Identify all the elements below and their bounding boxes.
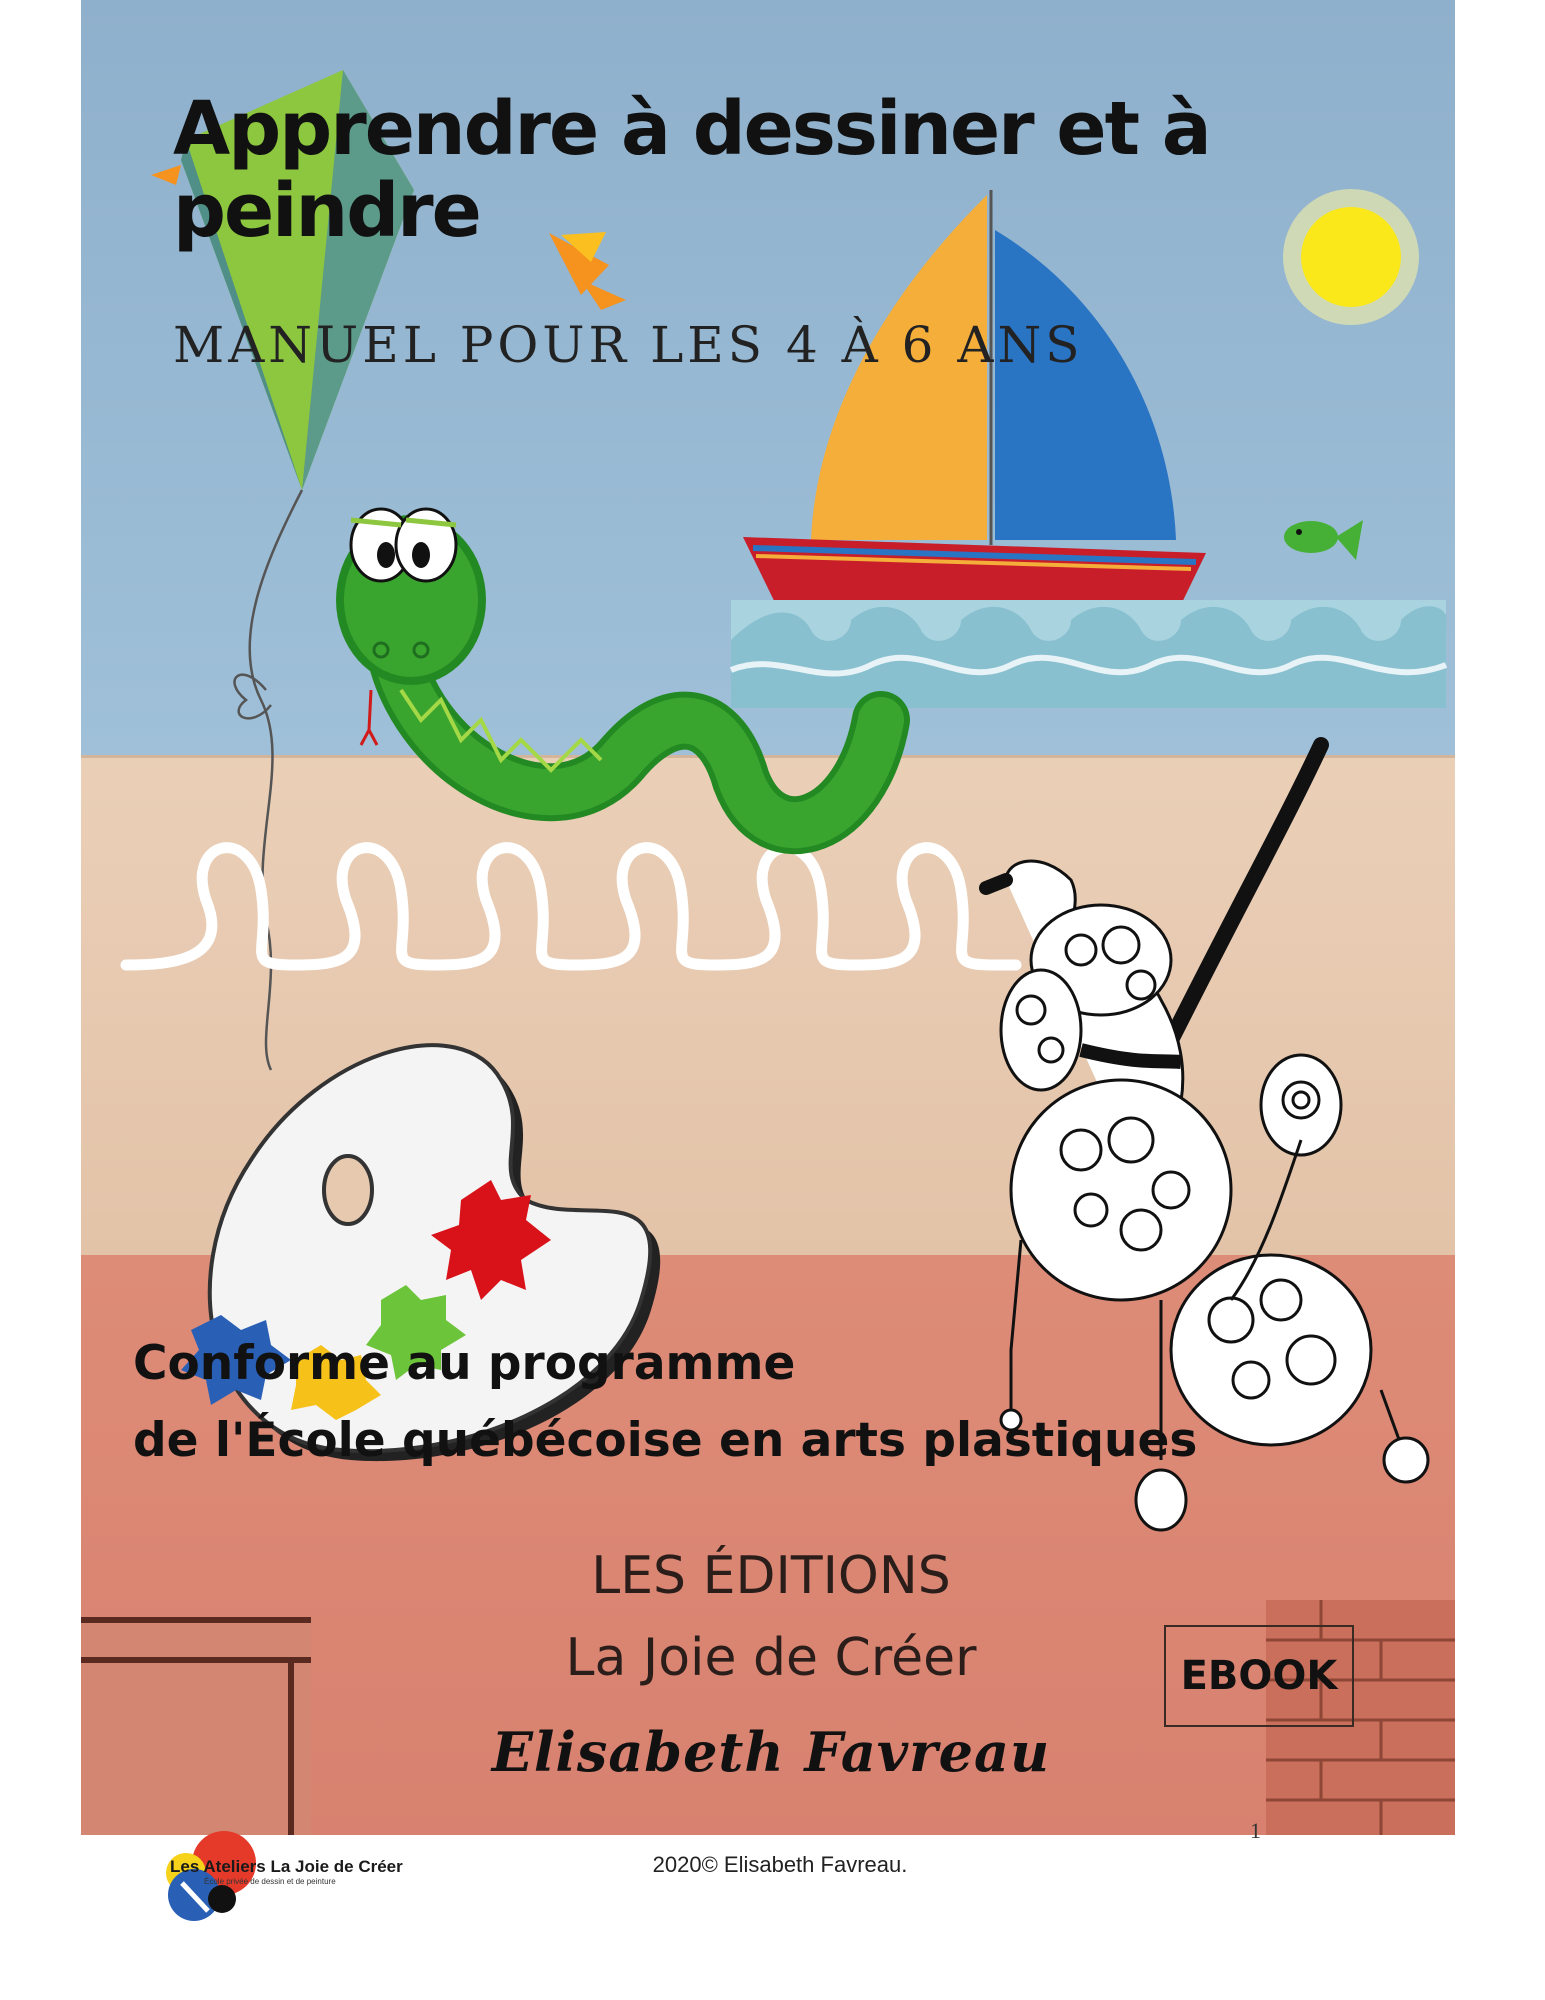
atelier-logo	[164, 1825, 404, 1925]
curriculum-line-2: de l'École québécoise en arts plastiques	[133, 1413, 1198, 1468]
logo-name: Les Ateliers La Joie de Créer	[170, 1857, 403, 1876]
fish-icon	[1284, 520, 1363, 560]
book-cover	[81, 0, 1455, 1835]
publisher-line-1: LES ÉDITIONS	[591, 1546, 951, 1606]
ebook-badge: EBOOK	[1164, 1625, 1354, 1727]
cover-title: Apprendre à dessiner et à peindre	[173, 86, 1210, 254]
publisher-line-2: La Joie de Créer	[565, 1628, 977, 1688]
curriculum-line-1: Conforme au programme	[133, 1336, 796, 1391]
logo-tagline: École privée de dessin et de peinture	[204, 1877, 336, 1886]
publisher-block	[511, 1535, 1031, 1699]
copyright-notice: 2020© Elisabeth Favreau.	[652, 1852, 908, 1877]
cover-subtitle: MANUEL POUR LES 4 À 6 ANS	[173, 316, 1084, 374]
page-number: 1	[1250, 1818, 1261, 1843]
loops-icon	[126, 848, 1016, 965]
author-name: Elisabeth Favreau	[491, 1720, 1051, 1784]
waves-icon	[731, 600, 1446, 708]
sailboat-icon	[743, 190, 1206, 615]
curriculum-statement	[133, 1325, 1333, 1479]
